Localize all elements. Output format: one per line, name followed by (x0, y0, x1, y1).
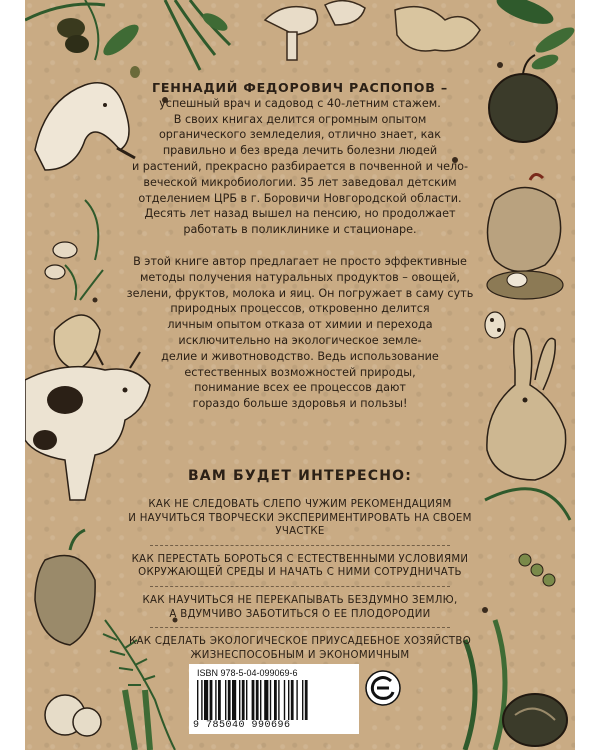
bio-line: В своих книгах делится огромным опытом (173, 112, 427, 126)
barcode-stripe (302, 680, 303, 720)
bean-icon (45, 200, 98, 279)
bio-line: успешный врач и садовод с 40-летним стажем. (159, 96, 441, 110)
interest-item (125, 629, 475, 668)
barcode-stripe (288, 680, 289, 720)
bio-line: Десять лет назад вышел на пенсию, но продолжает (144, 207, 456, 221)
interest-item-line: КАК СДЕЛАТЬ ЭКОЛОГИЧЕСКОЕ ПРИУСАДЕБНОЕ ХОЗЯЙСТВО (128, 636, 472, 648)
pea-pod-icon (485, 489, 570, 586)
pepper-icon (35, 530, 95, 645)
description-line: личным опытом отказа от химии и перехода (167, 318, 433, 332)
interest-heading: ВАМ БУДЕТ ИНТЕРЕСНО: (187, 468, 413, 484)
barcode-stripe (225, 680, 226, 720)
barcode-stripe (218, 680, 221, 720)
barcode-stripe (264, 680, 268, 720)
barcode-stripe (296, 680, 297, 720)
olive-branch-icon (25, 0, 143, 78)
description-line: В этой книге автор предлагает не просто эффективные (133, 254, 467, 268)
author-bio (113, 80, 487, 238)
barcode-stripe (232, 680, 236, 720)
barcode-stripe (291, 680, 294, 720)
barcode-bars (197, 680, 351, 720)
description-line: гораздо больше здоровья и пользы! (192, 397, 408, 411)
interest-item-line: КАК НЕ СЛЕДОВАТЬ СЛЕПО ЧУЖИМ РЕКОМЕНДАЦИЯМ (148, 499, 452, 510)
interest-item-line: КАК НАУЧИТЬСЯ НЕ ПЕРЕКАПЫВАТЬ БЕЗДУМНО ЗЕМЛЮ, (142, 594, 458, 606)
description-line: методы получения натуральных продуктов – овощей, (139, 270, 460, 284)
eksmo-logo-icon (365, 670, 401, 706)
interest-item (125, 492, 475, 545)
rabbit-icon (487, 328, 566, 480)
barcode-stripe (284, 680, 285, 720)
leek-icon (465, 620, 567, 750)
barcode-stripe (197, 680, 198, 720)
barcode-stripe (305, 680, 308, 720)
bio-line: правильно и без вреда лечить болезни людей (162, 144, 438, 158)
interest-item (125, 547, 475, 586)
description-line: делие и животноводство. Ведь использование (161, 349, 439, 363)
ginger-root-icon (395, 7, 480, 51)
interest-item (125, 588, 475, 627)
herb-bunch-icon (165, 0, 230, 70)
book-back-cover (25, 0, 575, 750)
barcode-stripe (239, 680, 240, 720)
barcode-stripe (228, 680, 231, 720)
hen-icon (487, 174, 563, 299)
leaf-cluster-icon (493, 0, 575, 68)
barcode-stripe (201, 680, 202, 720)
barcode (189, 664, 359, 734)
egg-icon (485, 312, 505, 338)
barcode-stripe (215, 680, 216, 720)
bio-line: работать в поликлинике и стационаре. (183, 223, 417, 237)
bio-line: органического земледелия, отлично знает, как (158, 128, 442, 142)
interest-item-line: ОКРУЖАЮЩЕЙ СРЕДЫ И НАЧАТЬ С НИМИ СОТРУДНИЧАТЬ (138, 567, 462, 579)
description-line: понимание всех ее процессов дают (194, 381, 406, 395)
barcode-stripe (246, 680, 247, 720)
mushroom-icon (265, 1, 365, 60)
barcode-stripe (204, 680, 208, 720)
barcode-stripe (270, 680, 271, 720)
barcode-stripe (274, 680, 277, 720)
book-description (113, 254, 487, 412)
barcode-stripe (210, 680, 213, 720)
barcode-digits: 9 785040 990696 (193, 720, 291, 731)
main-text (113, 80, 487, 426)
interest-item-line: А ВДУМЧИВО ЗАБОТИТЬСЯ О ЕЕ ПЛОДОРОДИИ (169, 608, 431, 620)
bio-line: веческой микробиологии. 35 лет заведовал детским (143, 175, 457, 189)
description-line: природных процессов, откровенно делится (170, 302, 430, 316)
beet-icon (54, 265, 103, 370)
bio-line: и растений, прекрасно разбирается в почвенной и чело- (131, 159, 469, 173)
interest-list (125, 492, 475, 668)
isbn-label: ISBN 978-5-04-099069-6 (197, 668, 298, 678)
barcode-stripe (278, 680, 279, 720)
interest-item-line: И НАУЧИТЬСЯ ТВОРЧЕСКИ ЭКСПЕРИМЕНТИРОВАТЬ НА СВОЕМ УЧАСТКЕ (128, 512, 472, 538)
description-line: естественных возможностей природы, (184, 365, 416, 379)
description-line: исключительно на экологическое земле- (178, 333, 422, 347)
cauliflower-icon (45, 690, 150, 750)
description-line: зелени, фруктов, молока и яиц. Он погружает в саму суть (126, 286, 474, 300)
barcode-stripe (260, 680, 261, 720)
barcode-stripe (256, 680, 259, 720)
interest-item-line: ЖИЗНЕСПОСОБНЫМ И ЭКОНОМИЧНЫМ (190, 649, 410, 661)
author-name: ГЕННАДИЙ ФЕДОРОВИЧ РАСПОПОВ – (152, 80, 448, 95)
interest-item-line: КАК ПЕРЕСТАТЬ БОРОТЬСЯ С ЕСТЕСТВЕННЫМИ УСЛОВИЯМИ (131, 553, 469, 565)
bio-line: отделением ЦРБ в г. Боровичи Новгородской области. (138, 191, 462, 205)
barcode-stripe (242, 680, 245, 720)
barcode-stripe (252, 680, 255, 720)
